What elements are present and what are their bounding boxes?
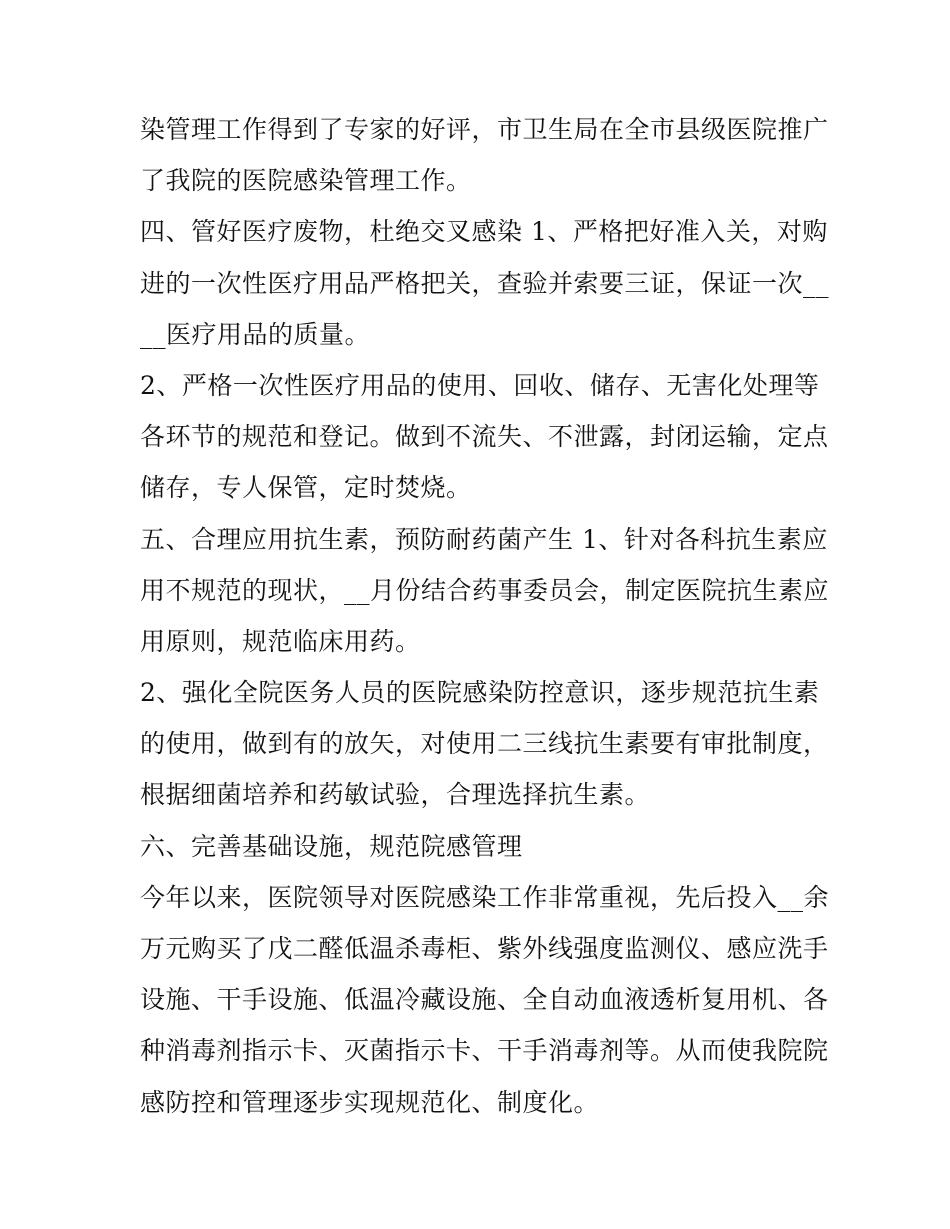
text-line: 根据细菌培养和药敏试验，合理选择抗生素。 — [140, 780, 651, 810]
paragraph-section-4-medical-waste — [140, 206, 830, 360]
text-line: 感防控和管理逐步实现规范化、制度化。 — [140, 1087, 600, 1117]
text-line: 的使用，做到有的放矢，对使用二三线抗生素要有审批制度， — [140, 729, 829, 759]
text-line: 种消毒剂指示卡、灭菌指示卡、干手消毒剂等。从而使我院院 — [140, 1036, 829, 1066]
text-line: 今年以来，医院领导对医院感染工作非常重视，先后投入__余 — [140, 882, 830, 912]
text-line: 万元购买了戊二醛低温杀毒柜、紫外线强度监测仪、感应洗手 — [140, 934, 829, 963]
paragraph-infection-management-praise — [140, 104, 829, 206]
paragraph-section-5-antibiotics — [140, 514, 830, 668]
text-line: 储存，专人保管，定时焚烧。 — [140, 473, 472, 503]
paragraph-section-4-item-2 — [140, 360, 829, 514]
text-line: 五、合理应用抗生素，预防耐药菌产生 1、针对各科抗生素应 — [140, 524, 828, 554]
text-line: 染管理工作得到了专家的好评，市卫生局在全市县级医院推广 — [140, 115, 829, 144]
text-line: 各环节的规范和登记。做到不流失、不泄露，封闭运输，定点 — [140, 422, 829, 452]
section-heading: 六、完善基础设施，规范院感管理 — [140, 831, 523, 861]
text-line: 设施、干手设施、低温冷藏设施、全自动血液透析复用机、各 — [140, 985, 829, 1015]
section-6-heading — [140, 821, 820, 872]
text-line: 用原则，规范临床用药。 — [140, 626, 421, 656]
paragraph-section-6-infrastructure — [140, 872, 830, 1128]
text-line: 了我院的医院感染管理工作。 — [140, 166, 472, 196]
text-line: __医疗用品的质量。 — [140, 319, 371, 349]
text-line: 2、严格一次性医疗用品的使用、回收、储存、无害化处理等 — [140, 370, 820, 400]
text-line: 用不规范的现状，__月份结合药事委员会，制定医院抗生素应 — [140, 575, 830, 605]
text-line: 进的一次性医疗用品严格把关，查验并索要三证，保证一次__ — [140, 268, 830, 298]
text-line: 四、管好医疗废物，杜绝交叉感染 1、严格把好准入关，对购 — [140, 217, 828, 247]
paragraph-section-5-item-2 — [140, 667, 829, 821]
document-page — [140, 104, 830, 1128]
text-line: 2、强化全院医务人员的医院感染防控意识，逐步规范抗生素 — [140, 678, 820, 708]
